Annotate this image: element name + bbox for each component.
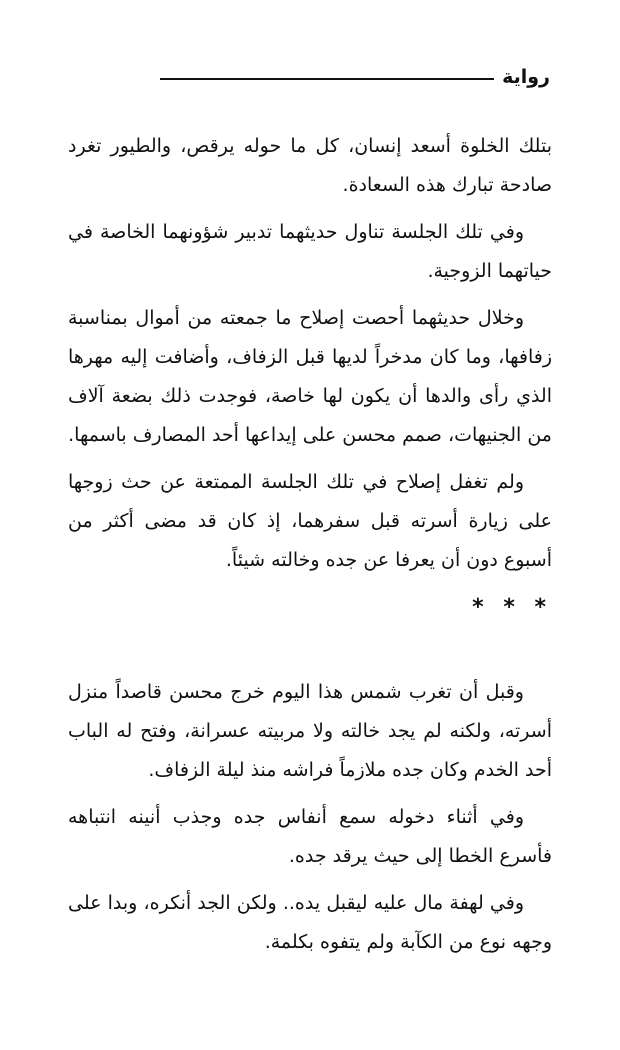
header-rule [160, 78, 494, 80]
section-label: رواية [502, 66, 550, 88]
page-body [68, 127, 552, 970]
running-header [160, 62, 550, 92]
paragraph: بتلك الخلوة أسعد إنسان، كل ما حوله يرقص، والطيور تغرد صادحة تبارك هذه السعادة. [68, 135, 552, 196]
paragraph: وفي تلك الجلسة تناول حديثهما تدبير شؤونهما الخاصة في حياتهما الزوجية. [68, 221, 552, 282]
paragraph: وخلال حديثهما أحصت إصلاح ما جمعته من أموال بمناسبة زفافها، وما كان مدخراً لديها قبل الزفاف، وأضافت إليه مهرها الذي رأى والدها أن يكون لها خاصة، فوجدت ذلك بضعة آلاف من الجنيهات، صمم محسن على إيداعها أحد المصارف باسمها. [68, 307, 552, 446]
paragraph: وقبل أن تغرب شمس هذا اليوم خرج محسن قاصداً منزل أسرته، ولكنه لم يجد خالته ولا مربيته عسرانة، وفتح له الباب أحد الخدم وكان جده ملازماً فراشه منذ ليلة الزفاف. [68, 681, 552, 781]
section-separator: * * * [472, 595, 552, 620]
paragraph: وفي أثناء دخوله سمع أنفاس جده وجذب أنينه انتباهه فأسرع الخطا إلى حيث يرقد جده. [68, 806, 552, 867]
paragraph: وفي لهفة مال عليه ليقبل يده.. ولكن الجد أنكره، وبدا على وجهه نوع من الكآبة ولم يتفوه بكلمة. [68, 892, 552, 953]
paragraph: ولم تغفل إصلاح في تلك الجلسة الممتعة عن حث زوجها على زيارة أسرته قبل سفرهما، إذ كان قد مضى أكثر من أسبوع دون أن يعرفا عن جده وخالته شيئاً. [68, 471, 552, 571]
